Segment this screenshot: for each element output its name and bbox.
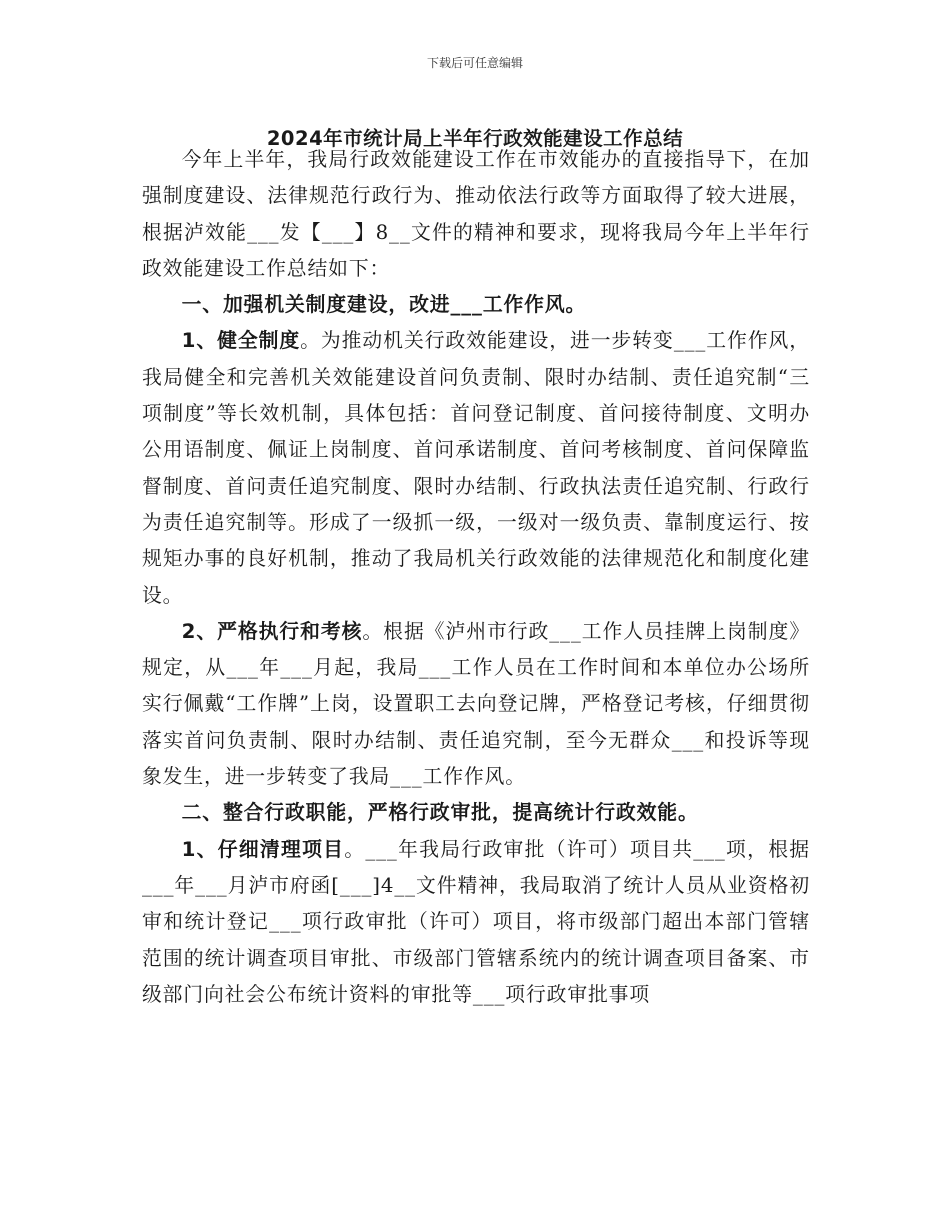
section1-item2-lead: 2、严格执行和考核 bbox=[181, 619, 363, 643]
section1-item2-paragraph bbox=[142, 614, 810, 795]
header-note: 下载后可任意编辑 bbox=[426, 56, 523, 70]
section2-item1-text: 。___年我局行政审批（许可）项目共___项，根据___年___月泸市府函[___]4__文件精神，我局取消了统计人员从业资格初审和统计登记___项行政审批（许可）项目，将市级部门超出本部门管辖范围的统计调查项目审批、市级部门管辖系统内的统计调查项目备案、市级部门向社会公布统计资料的审批等___项行政审批事项 bbox=[142, 837, 810, 1006]
section1-item1-text: 。为推动机关行政效能建设，进一步转变___工作作风，我局健全和完善机关效能建设首问负责制、限时办结制、责任追究制“三项制度”等长效机制，具体包括：首问登记制度、首问接待制度、文明办公用语制度、佩证上岗制度、首问承诺制度、首问考核制度、首问保障监督制度、首问责任追究制度、限时办结制、行政执法责任追究制、行政行为责任追究制等。形成了一级抓一级，一级对一级负责、靠制度运行、按规矩办事的良好机制，推动了我局机关行政效能的法律规范化和制度化建设。 bbox=[142, 329, 810, 607]
section2-heading: 二、整合行政职能，严格行政审批，提高统计行政效能。 bbox=[181, 801, 699, 825]
intro-paragraph: 今年上半年，我局行政效能建设工作在市效能办的直接指导下，在加强制度建设、法律规范行政行为、推动依法行政等方面取得了较大进展，根据泸效能___发【___】8__文件的精神和要求，现将我局今年上半年行政效能建设工作总结如下： bbox=[142, 148, 810, 280]
document-body bbox=[142, 142, 810, 1013]
section1-item2-text: 。根据《泸州市行政___工作人员挂牌上岗制度》规定，从___年___月起，我局___工作人员在工作时间和本单位办公场所实行佩戴“工作牌”上岗，设置职工去向登记牌，严格登记考核，仔细贯彻落实首问负责制、限时办结制、责任追究制，至今无群众___和投诉等现象发生，进一步转变了我局___工作作风。 bbox=[142, 619, 810, 789]
section1-heading: 一、加强机关制度建设，改进___工作作风。 bbox=[181, 293, 587, 317]
document-title: 2024年市统计局上半年行政效能建设工作总结 bbox=[266, 127, 684, 150]
section1-item1-lead: 1、健全制度 bbox=[181, 329, 301, 353]
section1-item1-paragraph bbox=[142, 323, 810, 613]
section2-item1-paragraph bbox=[142, 832, 810, 1013]
section2-item1-lead: 1、仔细清理项目 bbox=[181, 837, 345, 861]
